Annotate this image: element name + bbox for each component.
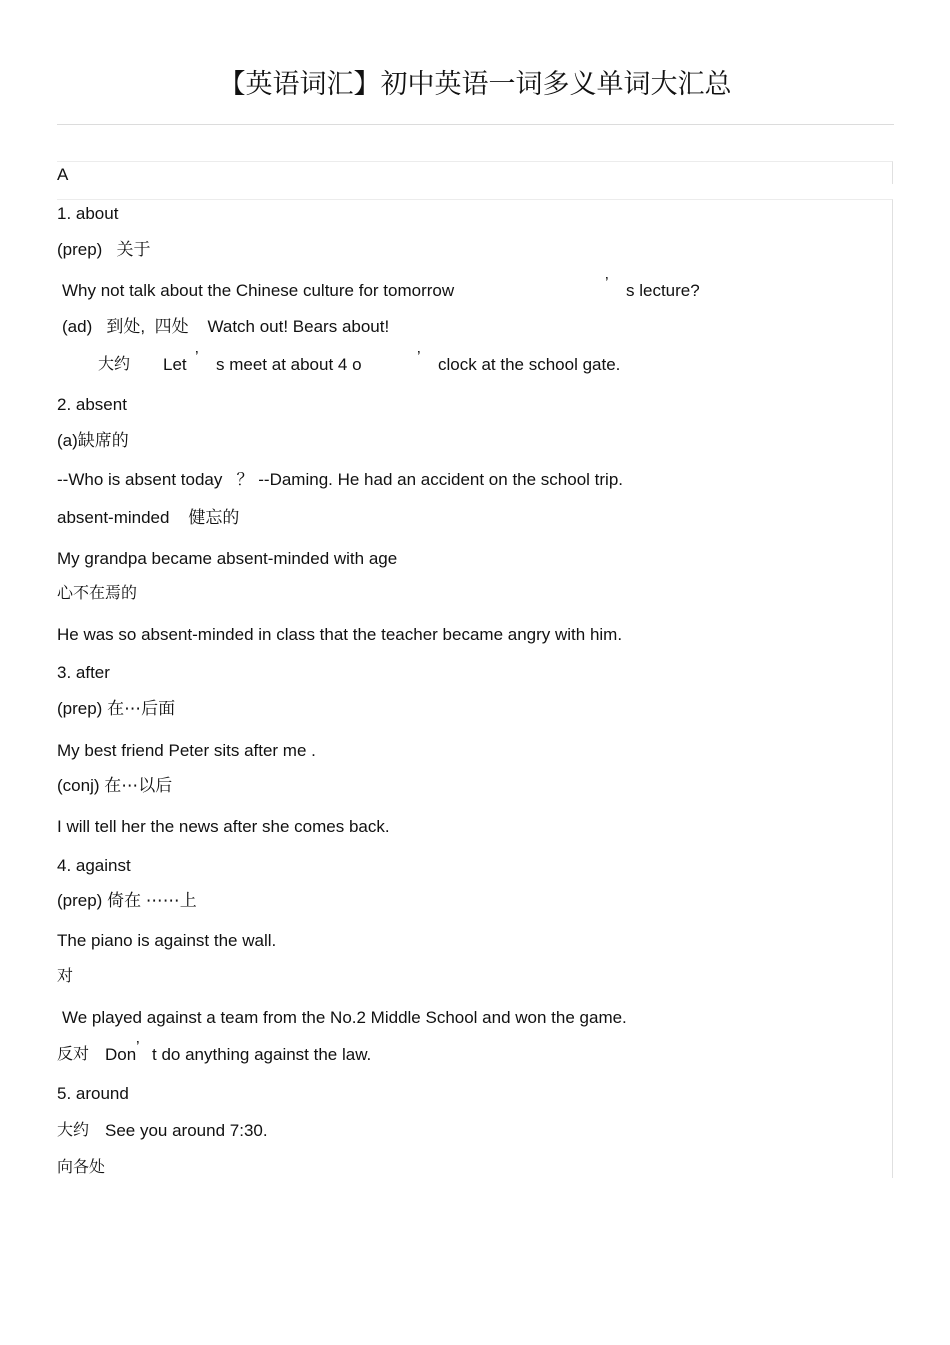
after-example-2: I will tell her the news after she comes back. [57, 817, 390, 836]
against-meaning-2: 对 [57, 966, 74, 985]
against-prep-meaning: (prep) 倚在 ⋯⋯上 [57, 891, 197, 910]
about-example-1-apostrophe: ’ [605, 275, 609, 292]
absent-adj-meaning: (a)缺席的 [57, 431, 129, 450]
after-conj-meaning: (conj) 在⋯以后 [57, 776, 173, 795]
about-approx-example-c: clock at the school gate. [438, 355, 621, 374]
absent-minded-meaning: absent-minded 健忘的 [57, 508, 240, 527]
page-title: 【英语词汇】初中英语一词多义单词大汇总 [218, 69, 732, 100]
about-adverb-meaning: (ad) 到处, 四处 Watch out! Bears about! [62, 317, 390, 336]
against-example-3-a: Don [105, 1045, 137, 1064]
entry-heading-against: 4. against [57, 856, 131, 875]
about-approx-example-a: Let [163, 355, 187, 374]
against-example-1: The piano is against the wall. [57, 931, 277, 950]
around-meaning-2: 向各处 [57, 1157, 106, 1176]
absent-example-1: --Who is absent today ？ --Daming. He had an accident on the school trip. [57, 470, 623, 489]
against-example-2: We played against a team from the No.2 Middle School and won the game. [62, 1008, 627, 1027]
absent-example-2: My grandpa became absent-minded with age [57, 549, 398, 568]
section-a-header-box [57, 161, 893, 184]
against-example-3-apostrophe: ’ [136, 1039, 140, 1056]
absent-meaning-2: 心不在焉的 [57, 583, 138, 602]
title-divider [57, 124, 894, 125]
against-example-3-b: t do anything against the law. [152, 1045, 372, 1064]
around-meaning-1: 大约 [57, 1120, 90, 1139]
about-approx-meaning: 大约 [98, 354, 131, 373]
entry-heading-after: 3. after [57, 663, 110, 682]
about-prep-meaning: (prep) 关于 [57, 240, 151, 259]
about-example-1-end: s lecture? [626, 281, 700, 300]
about-approx-example-b: s meet at about 4 o [216, 355, 362, 374]
against-meaning-3: 反对 [57, 1044, 90, 1063]
after-example-1: My best friend Peter sits after me . [57, 741, 316, 760]
about-approx-apostrophe-2: ’ [417, 349, 421, 366]
entry-heading-absent: 2. absent [57, 395, 127, 414]
entry-heading-around: 5. around [57, 1084, 129, 1103]
after-prep-meaning: (prep) 在⋯后面 [57, 699, 176, 718]
entry-heading-about: 1. about [57, 204, 119, 223]
about-example-1: Why not talk about the Chinese culture for tomorrow [62, 281, 455, 300]
section-letter: A [57, 165, 69, 184]
entries-box [57, 199, 893, 1178]
about-approx-apostrophe-1: ’ [195, 349, 199, 366]
absent-example-3: He was so absent-minded in class that the teacher became angry with him. [57, 625, 623, 644]
around-example-1: See you around 7:30. [105, 1121, 268, 1140]
